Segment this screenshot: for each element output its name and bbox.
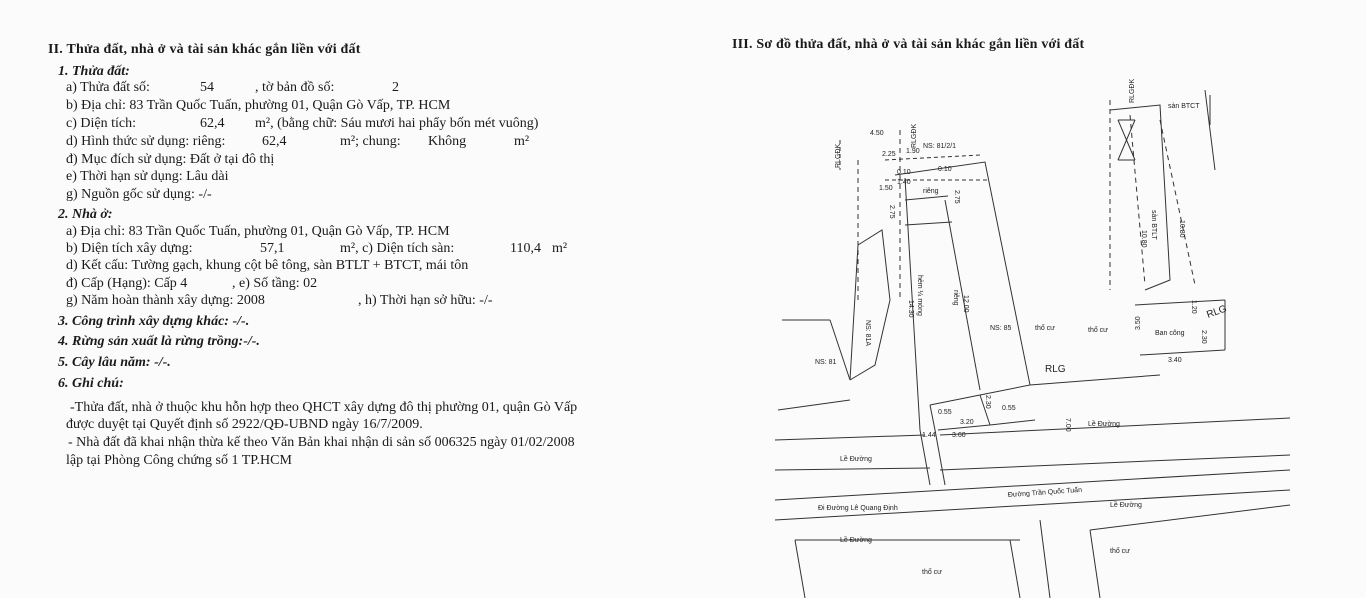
land-term: e) Thời hạn sử dụng: Lâu dài xyxy=(66,169,229,184)
label-rieng-top: riêng xyxy=(923,188,939,195)
land-area-label: c) Diện tích: xyxy=(66,116,136,131)
land-parcel-no: 54 xyxy=(200,80,214,95)
section-ii-title: II. Thửa đất, nhà ở và tài sản khác gắn liền với đất xyxy=(48,42,361,57)
note-2-line-2: lập tại Phòng Công chứng số 1 TP.HCM xyxy=(66,453,292,468)
house-structure: d) Kết cấu: Tường gạch, khung cột bê tông, sàn BTLT + BTCT, mái tôn xyxy=(66,258,469,273)
duong-tran-quoc-tuan: Đường Trần Quốc Tuấn xyxy=(1007,486,1083,499)
house-floors: , e) Số tầng: 02 xyxy=(232,276,318,291)
dim-2-75-b: 2.75 xyxy=(953,190,960,204)
dim-2-25: 2.25 xyxy=(882,151,896,158)
site-plan-diagram xyxy=(690,0,1366,598)
note-1-line-2: được duyệt tại Quyết định số 2922/QĐ-UBND ngày 16/7/2009. xyxy=(66,417,423,432)
rlg-label-2: RLG xyxy=(1205,303,1229,321)
notes-heading: 6. Ghi chú: xyxy=(58,376,124,391)
land-purpose: đ) Mục đích sử dụng: Đất ở tại đô thị xyxy=(66,152,275,167)
le-duong-4: Lề Đường xyxy=(840,537,872,544)
site-plan-page xyxy=(690,0,1366,598)
dim-1-90: 1.90 xyxy=(906,148,920,155)
le-duong-1: Lề Đường xyxy=(1088,421,1120,428)
dim-10-80-b: 10.80 xyxy=(1178,220,1185,238)
land-address: b) Địa chỉ: 83 Trần Quốc Tuấn, phường 01, Quận Gò Vấp, TP. HCM xyxy=(66,98,451,113)
dim-0-10-b: 0.10 xyxy=(938,166,952,173)
other-works: 3. Công trình xây dựng khác: -/-. xyxy=(58,314,250,329)
label-ban-cong: Ban công xyxy=(1155,330,1185,337)
house-floor-area-unit: m² xyxy=(552,241,568,256)
dim-7-00: 7.00 xyxy=(1064,418,1071,432)
land-area-words: m², (bằng chữ: Sáu mươi hai phẩy bốn mét vuông) xyxy=(255,116,539,131)
tho-cu-2: thổ cư xyxy=(1088,327,1108,334)
land-origin: g) Nguồn gốc sử dụng: -/- xyxy=(66,187,212,202)
dim-0-10-a: 0.10 xyxy=(897,169,911,176)
dim-4-50: 4.50 xyxy=(870,130,884,137)
dim-1-20: 1.20 xyxy=(1190,300,1197,314)
dim-1-40: 1.40 xyxy=(897,179,911,186)
dim-3-60: 3.60 xyxy=(952,432,966,439)
dim-2-75-a: 2.75 xyxy=(888,205,895,219)
land-usage-unit: m² xyxy=(514,134,530,149)
house-build-area: 57,1 xyxy=(260,241,285,256)
san-btct: sàn BTCT xyxy=(1168,103,1200,110)
rlgdk-label-1: RLGĐK xyxy=(835,143,842,168)
house-completion-year: g) Năm hoàn thành xây dựng: 2008 xyxy=(66,293,265,308)
tho-cu-1: thổ cư xyxy=(1035,325,1055,332)
ns-81a: NS: 81A xyxy=(864,320,871,347)
land-map-label: , tờ bản đồ số: xyxy=(255,80,335,95)
house-address: a) Địa chỉ: 83 Trần Quốc Tuấn, phường 01, Quận Gò Vấp, TP. HCM xyxy=(66,224,450,239)
note-2-line-1: - Nhà đất đã khai nhận thừa kế theo Văn Bản khai nhận di sản số 006325 ngày 01/02/2008 xyxy=(68,435,575,450)
le-duong-2: Lề Đường xyxy=(840,456,872,463)
dim-3-40: 3.40 xyxy=(1168,357,1182,364)
land-usage-private: 62,4 xyxy=(262,134,287,149)
duong-le-quang-dinh: Đi Đường Lê Quang Định xyxy=(818,505,898,512)
dim-14-30: 14.30 xyxy=(907,300,914,318)
ns-81-2-1: NS: 81/2/1 xyxy=(923,143,957,150)
land-area-value: 62,4 xyxy=(200,116,225,131)
house-heading: 2. Nhà ở: xyxy=(58,207,113,222)
rlgdk-label-3: RLGĐK xyxy=(1129,78,1136,103)
le-duong-3: Lề Đường xyxy=(1110,502,1142,509)
dim-1-44: 1.44 xyxy=(922,432,936,439)
land-heading: 1. Thửa đất: xyxy=(58,64,130,79)
dim-3-20: 3.20 xyxy=(960,419,974,426)
dim-3-50: 3.50 xyxy=(1135,316,1142,330)
label-rieng-mid: riêng xyxy=(952,290,959,306)
dim-0-55-b: 0.55 xyxy=(1002,405,1016,412)
dim-1-50: 1.50 xyxy=(879,185,893,192)
land-parcel-label: a) Thửa đất số: xyxy=(66,80,150,95)
ns-85: NS: 85 xyxy=(990,325,1012,332)
dim-2-30-right: 2.30 xyxy=(1200,330,1207,344)
land-usage-shared-label: m²; chung: xyxy=(340,134,401,149)
house-floor-area: 110,4 xyxy=(510,241,541,256)
perennial-trees: 5. Cây lâu năm: -/-. xyxy=(58,355,171,370)
san-btlt: sàn BTLT xyxy=(1150,210,1157,240)
land-usage-private-label: d) Hình thức sử dụng: riêng: xyxy=(66,134,226,149)
tho-cu-3: thổ cư xyxy=(1110,548,1130,555)
house-build-area-label: b) Diện tích xây dựng: xyxy=(66,241,193,256)
ns-81: NS: 81 xyxy=(815,359,837,366)
section-iii-title: III. Sơ đồ thửa đất, nhà ở và tài sản khác gắn liền với đất xyxy=(732,37,1085,52)
rlgdk-label-2: RLGĐK xyxy=(911,123,918,148)
dim-0-55-a: 0.55 xyxy=(938,409,952,416)
dim-10-80-a: 10.80 xyxy=(1140,230,1147,248)
tho-cu-4: thổ cư xyxy=(922,569,942,576)
label-hem-mong: hẻm ¼ móng xyxy=(916,275,923,316)
note-1-line-1: -Thửa đất, nhà ở thuộc khu hỗn hợp theo QHCT xây dựng đô thị phường 01, quận Gò Vấp xyxy=(70,400,578,415)
production-forest: 4. Rừng sản xuất là rừng trồng:-/-. xyxy=(58,334,260,349)
dim-2-30: 2.30 xyxy=(984,395,991,409)
dim-12-00: 12.00 xyxy=(962,295,969,313)
land-usage-shared: Không xyxy=(428,134,467,149)
rlg-label-1: RLG xyxy=(1045,364,1066,375)
land-map-no: 2 xyxy=(392,80,399,95)
house-grade: đ) Cấp (Hạng): Cấp 4 xyxy=(66,276,188,291)
house-ownership-term: , h) Thời hạn sở hữu: -/- xyxy=(358,293,493,308)
house-floor-area-label: m², c) Diện tích sàn: xyxy=(340,241,455,256)
